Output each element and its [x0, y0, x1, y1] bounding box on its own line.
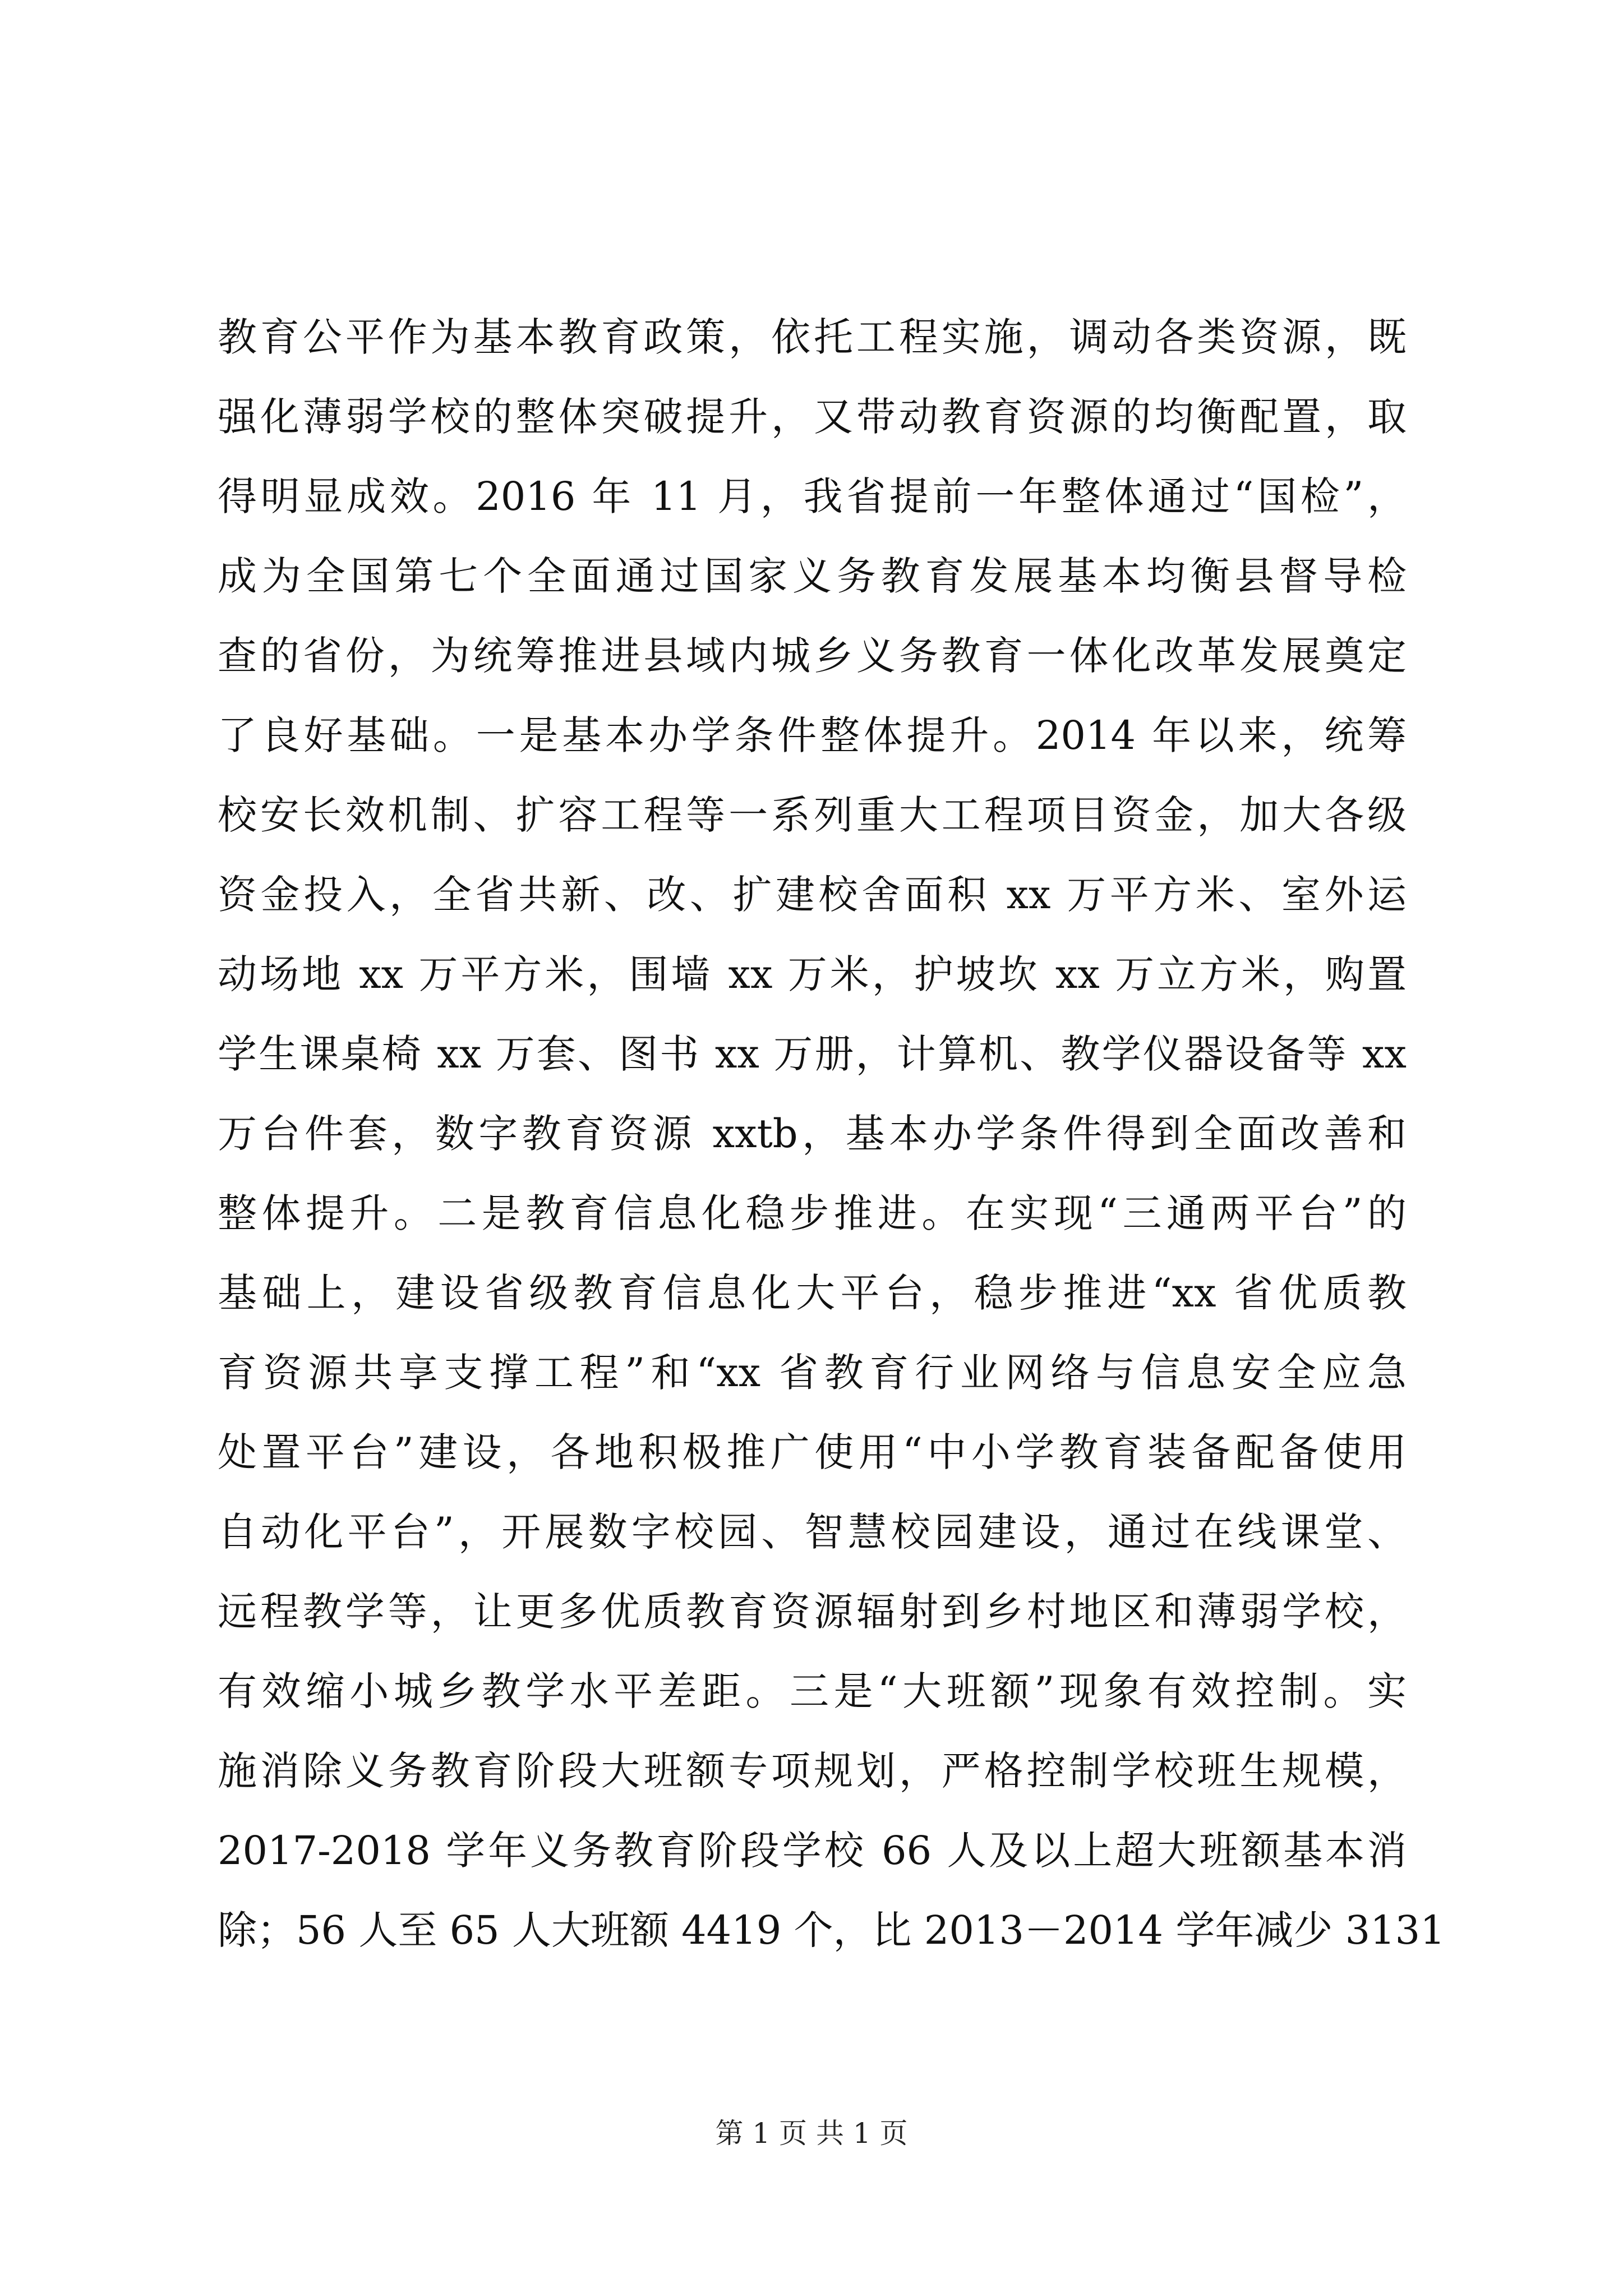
- text-line: 资金投入，全省共新、改、扩建校舍面积 xx 万平方米、室外运: [218, 872, 1407, 918]
- text-line: 育资源共享支撑工程”和“xx 省教育行业网络与信息安全应急: [218, 1350, 1407, 1396]
- text-line: 了良好基础。一是基本办学条件整体提升。2014 年以来，统筹: [218, 712, 1407, 758]
- text-line: 远程教学等，让更多优质教育资源辐射到乡村地区和薄弱学校，: [218, 1589, 1407, 1635]
- body-paragraph: [218, 297, 1445, 1970]
- text-line: 整体提升。二是教育信息化稳步推进。在实现“三通两平台”的: [218, 1190, 1407, 1236]
- text-line: 2017-2018 学年义务教育阶段学校 66 人及以上超大班额基本消: [218, 1828, 1407, 1874]
- text-line: 有效缩小城乡教学水平差距。三是“大班额”现象有效控制。实: [218, 1668, 1407, 1714]
- text-line: 施消除义务教育阶段大班额专项规划，严格控制学校班生规模，: [218, 1748, 1407, 1794]
- text-line: 万台件套，数字教育资源 xxtb，基本办学条件得到全面改善和: [218, 1111, 1407, 1157]
- text-line: 除；56 人至 65 人大班额 4419 个，比 2013－2014 学年减少 3131: [218, 1907, 1445, 1953]
- text-line: 自动化平台”，开展数字校园、智慧校园建设，通过在线课堂、: [218, 1509, 1407, 1555]
- text-line: 教育公平作为基本教育政策，依托工程实施，调动各类资源，既: [218, 314, 1407, 360]
- text-line: 基础上，建设省级教育信息化大平台，稳步推进“xx 省优质教: [218, 1270, 1407, 1316]
- text-line: 成为全国第七个全面通过国家义务教育发展基本均衡县督导检: [218, 553, 1407, 599]
- text-line: 得明显成效。2016 年 11 月，我省提前一年整体通过“国检”，: [218, 473, 1407, 519]
- text-line: 动场地 xx 万平方米，围墙 xx 万米，护坡坎 xx 万立方米，购置: [218, 951, 1407, 997]
- text-line: 处置平台”建设，各地积极推广使用“中小学教育装备配备使用: [218, 1429, 1407, 1475]
- text-line: 强化薄弱学校的整体突破提升，又带动教育资源的均衡配置，取: [218, 394, 1407, 440]
- page-number-footer: 第 1 页 共 1 页: [715, 2117, 908, 2150]
- text-line: 校安长效机制、扩容工程等一系列重大工程项目资金，加大各级: [218, 792, 1407, 838]
- text-line: 学生课桌椅 xx 万套、图书 xx 万册，计算机、教学仪器设备等 xx: [218, 1031, 1407, 1077]
- text-line: 查的省份，为统筹推进县域内城乡义务教育一体化改革发展奠定: [218, 633, 1407, 679]
